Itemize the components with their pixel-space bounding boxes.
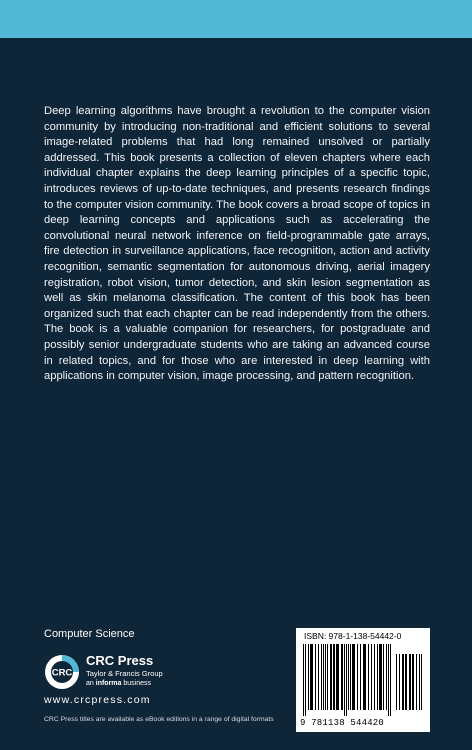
barcode-bar	[305, 644, 306, 716]
publisher-website: www.crcpress.com	[44, 694, 151, 706]
barcode-bar	[357, 644, 358, 710]
barcode-bar	[318, 644, 319, 710]
barcode-bar	[330, 644, 332, 710]
barcode-bar	[386, 644, 387, 710]
barcode-addon-bar	[402, 654, 404, 710]
barcode-addon-bar	[399, 654, 400, 710]
top-color-band	[0, 0, 472, 38]
barcode-bar	[315, 644, 316, 710]
barcode-bar	[308, 644, 309, 710]
barcode-bar	[341, 644, 343, 710]
crc-press-logo-icon	[44, 654, 80, 690]
barcode-addon-bar	[409, 654, 411, 710]
barcode-bar	[346, 644, 347, 716]
barcode-bar	[379, 644, 382, 710]
barcode-bar	[368, 644, 369, 710]
barcode-addon-bar	[412, 654, 414, 710]
barcode-bar	[323, 644, 324, 710]
barcode-bar	[325, 644, 326, 710]
barcode-box	[296, 628, 430, 732]
barcode-bar	[390, 644, 391, 716]
barcode-bar	[371, 644, 372, 710]
barcode-bar	[333, 644, 335, 710]
barcode-bar	[348, 644, 349, 710]
barcode-bar	[327, 644, 328, 710]
category-label: Computer Science	[44, 628, 135, 640]
barcode-bar	[363, 644, 366, 710]
publisher-name: CRC Press	[86, 653, 154, 668]
publisher-business: an informa business	[86, 679, 152, 687]
barcode-bar	[374, 644, 375, 710]
barcode-bar	[303, 644, 304, 716]
barcode-bar	[383, 644, 384, 710]
barcode-addon-bar	[405, 654, 407, 710]
barcode-addon-bar	[396, 654, 397, 710]
barcode-addon-bar	[416, 654, 417, 710]
back-cover-blurb: Deep learning algorithms have brought a revolution to the computer vision community by introducing non-traditional and efficient solutions to several image-related problems that had long remained unsolved or partially addressed. This book presents a collection of eleven chapters where each individual chapter explains the deep learning principles of a specific topic, introduces reviews of up-to-date techniques, and presents research findings to the computer vision community. The book covers a broad scope of topics in deep learning concepts and applications such as accelerating the convolutional neural network inference on field-programmable gate arrays, fire detection in surveillance applications, face recognition, action and activity recognition, semantic segmentation for autonomous driving, aerial imagery registration, robot vision, tumor detection, and skin lesion segmentation as well as skin melanoma classification. The content of this book has been organized such that each chapter can be read independently from the others. The book is a valuable companion for researchers, for postgraduate and possibly senior undergraduate students who are taking an advanced course in related topics, and for those who are interested in deep learning with applications in computer vision, image processing, and pattern recognition.	[44, 105, 430, 383]
barcode-addon-bar	[421, 654, 422, 710]
publisher-block	[86, 654, 163, 687]
isbn-label: ISBN: 978-1-138-54442-0	[304, 631, 402, 641]
barcode-bar	[310, 644, 313, 710]
ebook-availability-note: CRC Press titles are available as eBook editions in a range of digital formats	[44, 716, 274, 723]
barcode-addon-bar	[419, 654, 420, 710]
logo-text: CRC	[51, 667, 73, 679]
barcode-bar	[336, 644, 339, 710]
barcode-digits: 9 781138 544420	[300, 718, 385, 728]
barcode-bar	[344, 644, 345, 716]
barcode-bar	[377, 644, 378, 710]
barcode-bar	[360, 644, 361, 710]
publisher-group: Taylor & Francis Group	[86, 669, 163, 678]
barcode-bar	[321, 644, 322, 710]
barcode-bar	[350, 644, 351, 710]
barcode-bars	[302, 644, 424, 718]
barcode-bar	[388, 644, 389, 716]
barcode-bar	[352, 644, 355, 710]
